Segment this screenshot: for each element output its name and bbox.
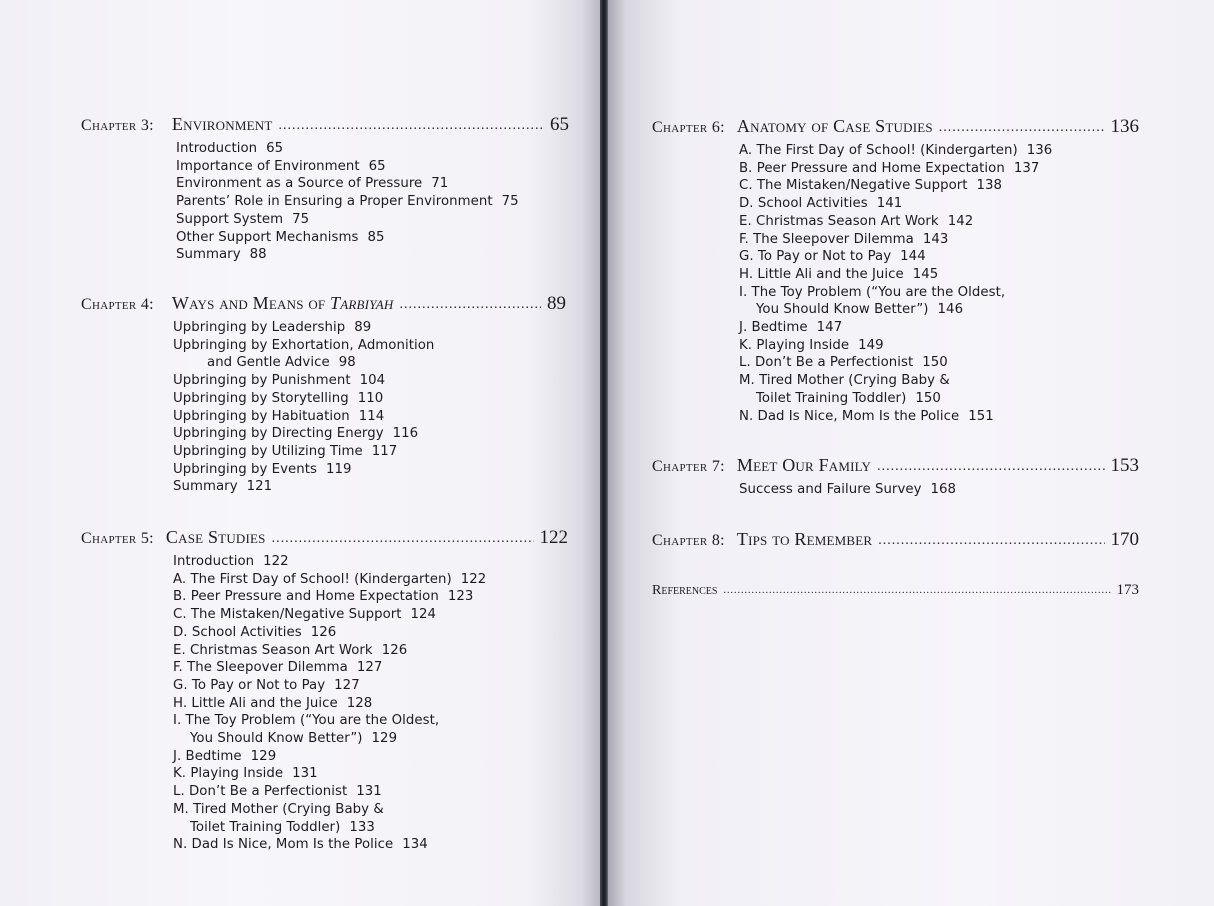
entry-list: [173, 553, 568, 854]
toc-entry[interactable]: [173, 836, 568, 854]
toc-entry[interactable]: [739, 231, 1139, 249]
chapter-7-block: [652, 455, 1139, 499]
toc-entry[interactable]: [173, 624, 568, 642]
entry-title: Upbringing by Directing Energy: [173, 426, 384, 442]
entry-page-number: 85: [367, 229, 385, 245]
entry-title: Other Support Mechanisms: [176, 229, 359, 245]
entry-title: C. The Mistaken/Negative Support: [739, 178, 968, 194]
dot-leader: [399, 297, 541, 313]
chapter-page-number: 136: [1110, 116, 1139, 137]
entry-page-number: 146: [937, 302, 964, 318]
chapter-heading[interactable]: [81, 527, 568, 549]
toc-entry[interactable]: [176, 175, 569, 193]
entry-title: Introduction: [173, 554, 255, 569]
entry-title: Summary: [173, 479, 238, 495]
entry-list: [176, 140, 569, 264]
entry-title: Support System: [176, 211, 284, 227]
chapter-title: Meet Our Family: [736, 455, 872, 475]
entry-page-number: 117: [371, 443, 398, 459]
entry-list: [739, 142, 1139, 425]
chapter-title: Anatomy of Case Studies: [736, 116, 933, 136]
entry-title: Upbringing by Exhortation, Admonition: [173, 337, 435, 353]
toc-entry[interactable]: [173, 783, 568, 801]
entry-page-number: 89: [354, 320, 372, 335]
references-heading[interactable]: [652, 582, 1139, 599]
entry-title: N. Dad Is Nice, Mom Is the Police: [173, 837, 394, 853]
references-page-number: 173: [1116, 582, 1139, 598]
entry-title: Success and Failure Survey: [739, 482, 922, 497]
entry-page-number: 141: [876, 196, 903, 212]
entry-page-number: 128: [346, 695, 373, 711]
entry-page-number: 65: [368, 158, 386, 174]
entry-title: C. The Mistaken/Negative Support: [173, 607, 402, 623]
dot-leader: [272, 531, 534, 547]
entry-title: G. To Pay or Not to Pay: [739, 249, 892, 265]
chapter-heading[interactable]: [81, 293, 566, 315]
entry-page-number: 137: [1013, 160, 1040, 176]
entry-page-number: 75: [292, 211, 310, 227]
toc-entry[interactable]: [176, 158, 569, 176]
entry-page-number: 65: [266, 141, 284, 156]
entry-title: Upbringing by Leadership: [173, 320, 346, 335]
entry-page-number: 124: [410, 607, 437, 623]
chapter-page-number: 89: [547, 293, 566, 314]
toc-entry[interactable]: [176, 193, 569, 211]
toc-entry[interactable]: [739, 248, 1139, 266]
toc-entry[interactable]: [739, 213, 1139, 231]
toc-entry[interactable]: [173, 677, 568, 695]
entry-continuation-text: You Should Know Better”): [190, 731, 363, 747]
toc-entry[interactable]: [173, 408, 566, 426]
entry-title: K. Playing Inside: [173, 766, 284, 782]
toc-entry[interactable]: [173, 425, 566, 443]
toc-entry[interactable]: [173, 606, 568, 624]
toc-entry[interactable]: [739, 337, 1139, 355]
chapter-5-block: [81, 527, 568, 854]
entry-title: L. Don’t Be a Perfectionist: [739, 355, 914, 371]
entry-continuation-text: You Should Know Better”): [756, 302, 929, 318]
entry-continuation: [739, 390, 1139, 408]
chapter-heading[interactable]: [81, 114, 569, 136]
chapter-page-number: 153: [1110, 455, 1139, 476]
chapter-page-number: 170: [1110, 529, 1139, 550]
toc-entry[interactable]: [739, 319, 1139, 337]
entry-page-number: 104: [359, 373, 386, 389]
toc-entry[interactable]: [173, 553, 568, 571]
entry-title: B. Peer Pressure and Home Expectation: [739, 160, 1005, 176]
entry-continuation-text: Toilet Training Toddler): [190, 819, 341, 835]
toc-entry[interactable]: [173, 319, 566, 337]
entry-page-number: 142: [947, 213, 974, 229]
chapter-title: Ways and Means of Tarbiyah: [171, 293, 394, 313]
toc-entry[interactable]: [739, 195, 1139, 213]
toc-entry[interactable]: [739, 177, 1139, 195]
entry-title: G. To Pay or Not to Pay: [173, 677, 326, 693]
toc-entry[interactable]: [173, 461, 566, 479]
chapter-label: Chapter 3:: [81, 117, 154, 134]
entry-list: [173, 319, 566, 496]
entry-page-number: 129: [250, 748, 277, 764]
entry-title: Upbringing by Storytelling: [173, 390, 349, 406]
toc-entry[interactable]: [173, 390, 566, 408]
toc-entry[interactable]: [739, 481, 1139, 499]
entry-page-number: 121: [246, 479, 273, 495]
entry-title: Upbringing by Habituation: [173, 408, 350, 424]
entry-page-number: 116: [392, 426, 419, 442]
toc-entry[interactable]: [173, 659, 568, 677]
entry-page-number: 122: [460, 571, 487, 587]
entry-title: H. Little Ali and the Juice: [173, 695, 338, 711]
entry-page-number: 134: [402, 837, 428, 853]
toc-entry[interactable]: [173, 443, 566, 461]
entry-page-number: 168: [930, 482, 957, 497]
entry-title: Parents’ Role in Ensuring a Proper Environment: [176, 194, 493, 210]
entry-page-number: 127: [334, 677, 360, 693]
references-label: References: [652, 583, 718, 598]
toc-entry[interactable]: [173, 801, 568, 836]
entry-title: A. The First Day of School! (Kindergarten): [173, 571, 452, 587]
toc-entry[interactable]: [173, 337, 566, 372]
entry-page-number: 98: [338, 355, 356, 371]
book-gutter: [600, 0, 608, 906]
entry-title: Upbringing by Events: [173, 461, 317, 477]
entry-page-number: 150: [922, 355, 948, 371]
toc-entry[interactable]: [173, 765, 568, 783]
dot-leader: [878, 533, 1104, 549]
entry-page-number: 71: [431, 176, 449, 192]
toc-entry[interactable]: [173, 571, 568, 589]
entry-title: J. Bedtime: [173, 748, 242, 764]
entry-page-number: 147: [816, 320, 843, 336]
entry-title: Introduction: [176, 141, 258, 156]
toc-entry[interactable]: [173, 372, 566, 390]
entry-list: [739, 481, 1139, 499]
toc-entry[interactable]: [176, 140, 569, 158]
references-block: [652, 582, 1139, 603]
entry-title: Importance of Environment: [176, 158, 360, 174]
chapter-label: Chapter 5:: [81, 530, 154, 547]
chapter-6-block: [652, 116, 1139, 425]
chapter-label: Chapter 7:: [652, 458, 725, 475]
toc-entry[interactable]: [173, 588, 568, 606]
chapter-8-block: [652, 529, 1139, 555]
toc-entry[interactable]: [173, 478, 566, 496]
entry-page-number: 144: [900, 249, 926, 265]
toc-entry[interactable]: [739, 372, 1139, 407]
chapter-label: Chapter 8:: [652, 532, 725, 549]
toc-entry[interactable]: [176, 211, 569, 229]
entry-title: Upbringing by Utilizing Time: [173, 443, 363, 459]
entry-page-number: 143: [922, 231, 949, 247]
dot-leader: [939, 120, 1105, 136]
toc-entry[interactable]: [739, 266, 1139, 284]
toc-entry[interactable]: [739, 160, 1139, 178]
chapter-4-block: [81, 293, 566, 496]
entry-title: B. Peer Pressure and Home Expectation: [173, 589, 439, 605]
toc-entry[interactable]: [739, 142, 1139, 160]
entry-page-number: 136: [1026, 143, 1053, 158]
entry-title: F. The Sleepover Dilemma: [739, 231, 914, 247]
entry-page-number: 114: [358, 408, 385, 424]
entry-continuation: [173, 730, 568, 748]
entry-page-number: 150: [915, 390, 941, 406]
toc-entry[interactable]: [173, 712, 568, 747]
entry-page-number: 126: [310, 624, 337, 640]
entry-page-number: 122: [263, 554, 289, 569]
chapter-title: Case Studies: [165, 527, 266, 547]
chapter-page-number: 122: [539, 527, 568, 548]
toc-entry[interactable]: [739, 354, 1139, 372]
entry-title: N. Dad Is Nice, Mom Is the Police: [739, 408, 960, 424]
entry-title: L. Don’t Be a Perfectionist: [173, 784, 348, 800]
chapter-heading[interactable]: [652, 455, 1139, 477]
entry-title: J. Bedtime: [739, 320, 808, 336]
chapter-heading[interactable]: [652, 529, 1139, 551]
chapter-title: Environment: [171, 114, 273, 134]
entry-title: K. Playing Inside: [739, 337, 850, 353]
chapter-label: Chapter 6:: [652, 119, 725, 136]
entry-page-number: 127: [356, 660, 383, 676]
entry-continuation: [173, 354, 566, 372]
entry-title: A. The First Day of School! (Kindergarten): [739, 143, 1018, 158]
entry-page-number: 133: [349, 819, 375, 835]
entry-title: Summary: [176, 247, 241, 263]
entry-title: M. Tired Mother (Crying Baby &: [173, 801, 384, 817]
entry-continuation-text: Toilet Training Toddler): [756, 390, 907, 406]
entry-title: F. The Sleepover Dilemma: [173, 660, 348, 676]
entry-page-number: 110: [357, 390, 384, 406]
entry-title: I. The Toy Problem (“You are the Oldest,: [739, 284, 1006, 300]
toc-entry[interactable]: [739, 408, 1139, 426]
toc-entry[interactable]: [173, 695, 568, 713]
entry-page-number: 119: [326, 461, 352, 477]
entry-page-number: 126: [381, 642, 408, 658]
entry-page-number: 131: [292, 766, 318, 782]
entry-page-number: 75: [501, 194, 519, 210]
toc-entry[interactable]: [739, 284, 1139, 319]
chapter-page-number: 65: [550, 114, 569, 135]
chapter-3-block: [81, 114, 569, 264]
entry-page-number: 151: [968, 408, 994, 424]
entry-title: M. Tired Mother (Crying Baby &: [739, 373, 950, 389]
chapter-title: Tips to Remember: [736, 529, 873, 549]
entry-page-number: 131: [356, 784, 382, 800]
entry-title: E. Christmas Season Art Work: [739, 213, 939, 229]
entry-page-number: 129: [371, 731, 398, 747]
entry-page-number: 123: [447, 589, 474, 605]
entry-page-number: 149: [858, 337, 884, 353]
entry-title: E. Christmas Season Art Work: [173, 642, 373, 658]
entry-continuation: [173, 819, 568, 837]
entry-title: I. The Toy Problem (“You are the Oldest,: [173, 713, 440, 729]
dot-leader: [278, 118, 544, 134]
entry-title: D. School Activities: [173, 624, 302, 640]
toc-entry[interactable]: [176, 246, 569, 264]
entry-title: Upbringing by Punishment: [173, 373, 351, 389]
entry-title: D. School Activities: [739, 196, 868, 212]
entry-title: H. Little Ali and the Juice: [739, 266, 904, 282]
entry-page-number: 88: [249, 247, 267, 263]
dot-leader: [723, 585, 1110, 596]
toc-entry[interactable]: [176, 229, 569, 247]
entry-continuation: [739, 301, 1139, 319]
chapter-label: Chapter 4:: [81, 296, 154, 313]
toc-entry[interactable]: [173, 642, 568, 660]
entry-page-number: 145: [912, 266, 939, 282]
chapter-heading[interactable]: [652, 116, 1139, 138]
toc-entry[interactable]: [173, 748, 568, 766]
dot-leader: [877, 459, 1104, 475]
entry-title: Environment as a Source of Pressure: [176, 176, 423, 192]
entry-continuation-text: and Gentle Advice: [207, 355, 330, 371]
entry-page-number: 138: [976, 178, 1003, 194]
